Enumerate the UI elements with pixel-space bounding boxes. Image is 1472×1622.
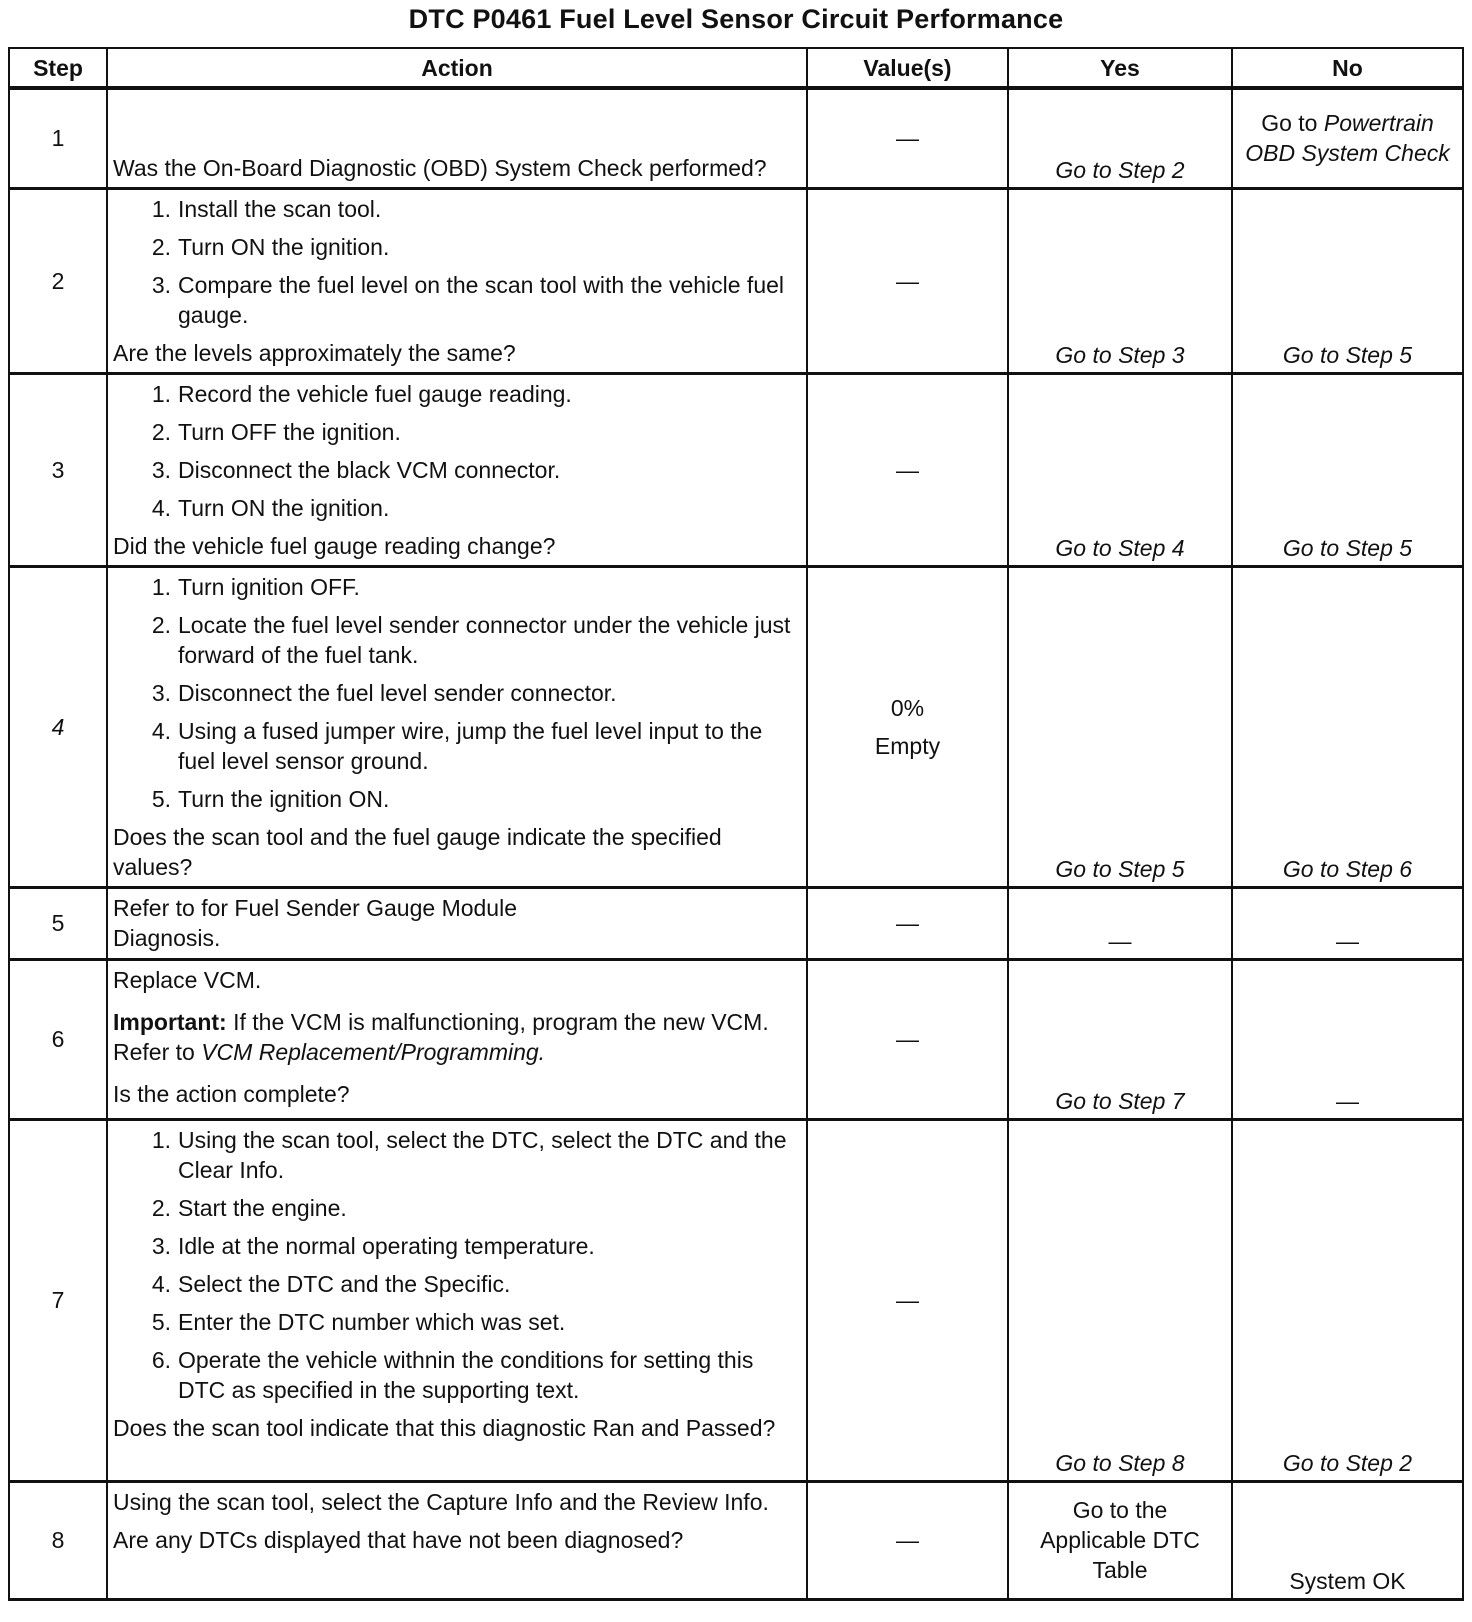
action-text: Replace VCM. xyxy=(113,966,262,993)
value-cell xyxy=(807,1481,1008,1599)
step-number: 2 xyxy=(9,188,107,373)
value-text: — xyxy=(896,910,919,936)
list-item: 3. Idle at the normal operating temperature. xyxy=(151,1232,595,1259)
value-text: — xyxy=(896,125,919,152)
diagnostic-table xyxy=(8,47,1464,1601)
yes-cell: Go to Step 2 xyxy=(1008,88,1232,188)
value-line-2: Empty xyxy=(874,732,941,759)
value-text: — xyxy=(896,1287,919,1313)
table-row xyxy=(9,373,1463,566)
action-list xyxy=(113,572,798,814)
no-cell: System OK xyxy=(1232,1481,1463,1599)
important-link: VCM Replacement/Programming. xyxy=(201,1038,546,1065)
no-prefix: Go to xyxy=(1261,110,1318,137)
no-cell: — xyxy=(1232,959,1463,1119)
table-row xyxy=(9,566,1463,887)
table-row xyxy=(9,1119,1463,1481)
action-cell xyxy=(107,566,807,887)
list-item: 1. Record the vehicle fuel gauge reading. xyxy=(151,380,572,407)
no-cell xyxy=(1232,88,1463,188)
value-line-1: 0% xyxy=(890,694,925,721)
value-text: — xyxy=(896,1026,919,1052)
action-list xyxy=(113,379,798,523)
yes-cell: — xyxy=(1008,887,1232,959)
action-question: Did the vehicle fuel gauge reading change? xyxy=(113,532,556,559)
no-cell: — xyxy=(1232,887,1463,959)
header-row xyxy=(9,48,1463,88)
action-question: Was the On-Board Diagnostic (OBD) System Check performed? xyxy=(113,154,767,181)
important-note xyxy=(113,1007,798,1067)
action-question: Are any DTCs displayed that have not been diagnosed? xyxy=(113,1526,684,1553)
action-question: Does the scan tool indicate that this diagnostic Ran and Passed? xyxy=(113,1414,776,1441)
value-text: — xyxy=(896,456,919,483)
list-item: 4. Using a fused jumper wire, jump the fuel level input to the fuel level sensor ground. xyxy=(151,717,763,774)
step-number: 8 xyxy=(9,1481,107,1599)
list-item: 5. Turn the ignition ON. xyxy=(151,785,390,812)
list-item: 5. Enter the DTC number which was set. xyxy=(151,1308,566,1335)
yes-cell: Go to Step 8 xyxy=(1008,1119,1232,1481)
yes-cell: Go to Step 3 xyxy=(1008,188,1232,373)
header-value: Value(s) xyxy=(807,48,1008,88)
value-cell xyxy=(807,188,1008,373)
no-link: Powertrain OBD System Check xyxy=(1245,110,1450,167)
list-item: 1. Install the scan tool. xyxy=(151,195,382,222)
page-title: DTC P0461 Fuel Level Sensor Circuit Performance xyxy=(408,4,1064,34)
step-number: 3 xyxy=(9,373,107,566)
yes-cell: Go to Step 4 xyxy=(1008,373,1232,566)
value-cell xyxy=(807,959,1008,1119)
no-cell: Go to Step 5 xyxy=(1232,373,1463,566)
table-row xyxy=(9,88,1463,188)
list-item: 4. Turn ON the ignition. xyxy=(151,494,390,521)
list-item: 3. Disconnect the black VCM connector. xyxy=(151,456,561,483)
action-cell xyxy=(107,1481,807,1599)
value-cell xyxy=(807,566,1008,887)
list-item: 3. Disconnect the fuel level sender connector. xyxy=(151,679,617,706)
step-number: 5 xyxy=(9,887,107,959)
value-text: — xyxy=(896,1527,919,1553)
no-cell: Go to Step 2 xyxy=(1232,1119,1463,1481)
action-list xyxy=(113,194,798,330)
value-cell xyxy=(807,1119,1008,1481)
table-row xyxy=(9,188,1463,373)
action-cell xyxy=(107,1119,807,1481)
action-cell xyxy=(107,887,807,959)
action-list xyxy=(113,1125,798,1405)
step-number: 7 xyxy=(9,1119,107,1481)
action-question: Is the action complete? xyxy=(113,1080,350,1107)
list-item: 6. Operate the vehicle withnin the conditions for setting this DTC as specified in the supporting text. xyxy=(151,1346,754,1403)
value-cell xyxy=(807,373,1008,566)
list-item: 2. Start the engine. xyxy=(151,1194,347,1221)
header-action: Action xyxy=(107,48,807,88)
yes-cell: Go to Step 7 xyxy=(1008,959,1232,1119)
step-number: 4 xyxy=(9,566,107,887)
list-item: 1. Using the scan tool, select the DTC, select the DTC and the Clear Info. xyxy=(151,1126,787,1183)
table-row xyxy=(9,959,1463,1119)
value-cell xyxy=(807,887,1008,959)
important-text: If the VCM is malfunctioning, program the new VCM. Refer to xyxy=(113,1008,769,1065)
header-step: Step xyxy=(9,48,107,88)
no-cell: Go to Step 6 xyxy=(1232,566,1463,887)
yes-cell: Go to Step 5 xyxy=(1008,566,1232,887)
action-question: Are the levels approximately the same? xyxy=(113,339,516,366)
value-cell xyxy=(807,88,1008,188)
action-question: Does the scan tool and the fuel gauge indicate the specified values? xyxy=(113,823,722,880)
action-question: Refer to for Fuel Sender Gauge Module Diagnosis. xyxy=(113,895,518,951)
yes-cell: Go to the Applicable DTC Table xyxy=(1008,1481,1232,1599)
table-row xyxy=(9,887,1463,959)
header-no: No xyxy=(1232,48,1463,88)
important-label: Important: xyxy=(113,1008,227,1035)
list-item: 2. Turn ON the ignition. xyxy=(151,233,390,260)
table-row xyxy=(9,1481,1463,1599)
value-text: — xyxy=(896,267,919,294)
action-cell xyxy=(107,188,807,373)
list-item: 1. Turn ignition OFF. xyxy=(151,573,360,600)
action-cell xyxy=(107,959,807,1119)
list-item: 4. Select the DTC and the Specific. xyxy=(151,1270,511,1297)
header-yes: Yes xyxy=(1008,48,1232,88)
list-item: 3. Compare the fuel level on the scan tool with the vehicle fuel gauge. xyxy=(151,271,785,328)
step-number: 6 xyxy=(9,959,107,1119)
action-cell xyxy=(107,88,807,188)
list-item: 2. Turn OFF the ignition. xyxy=(151,418,401,445)
action-cell xyxy=(107,373,807,566)
action-text: Using the scan tool, select the Capture Info and the Review Info. xyxy=(113,1488,769,1515)
no-cell: Go to Step 5 xyxy=(1232,188,1463,373)
step-number: 1 xyxy=(9,88,107,188)
list-item: 2. Locate the fuel level sender connector under the vehicle just forward of the fuel tank. xyxy=(151,611,791,668)
